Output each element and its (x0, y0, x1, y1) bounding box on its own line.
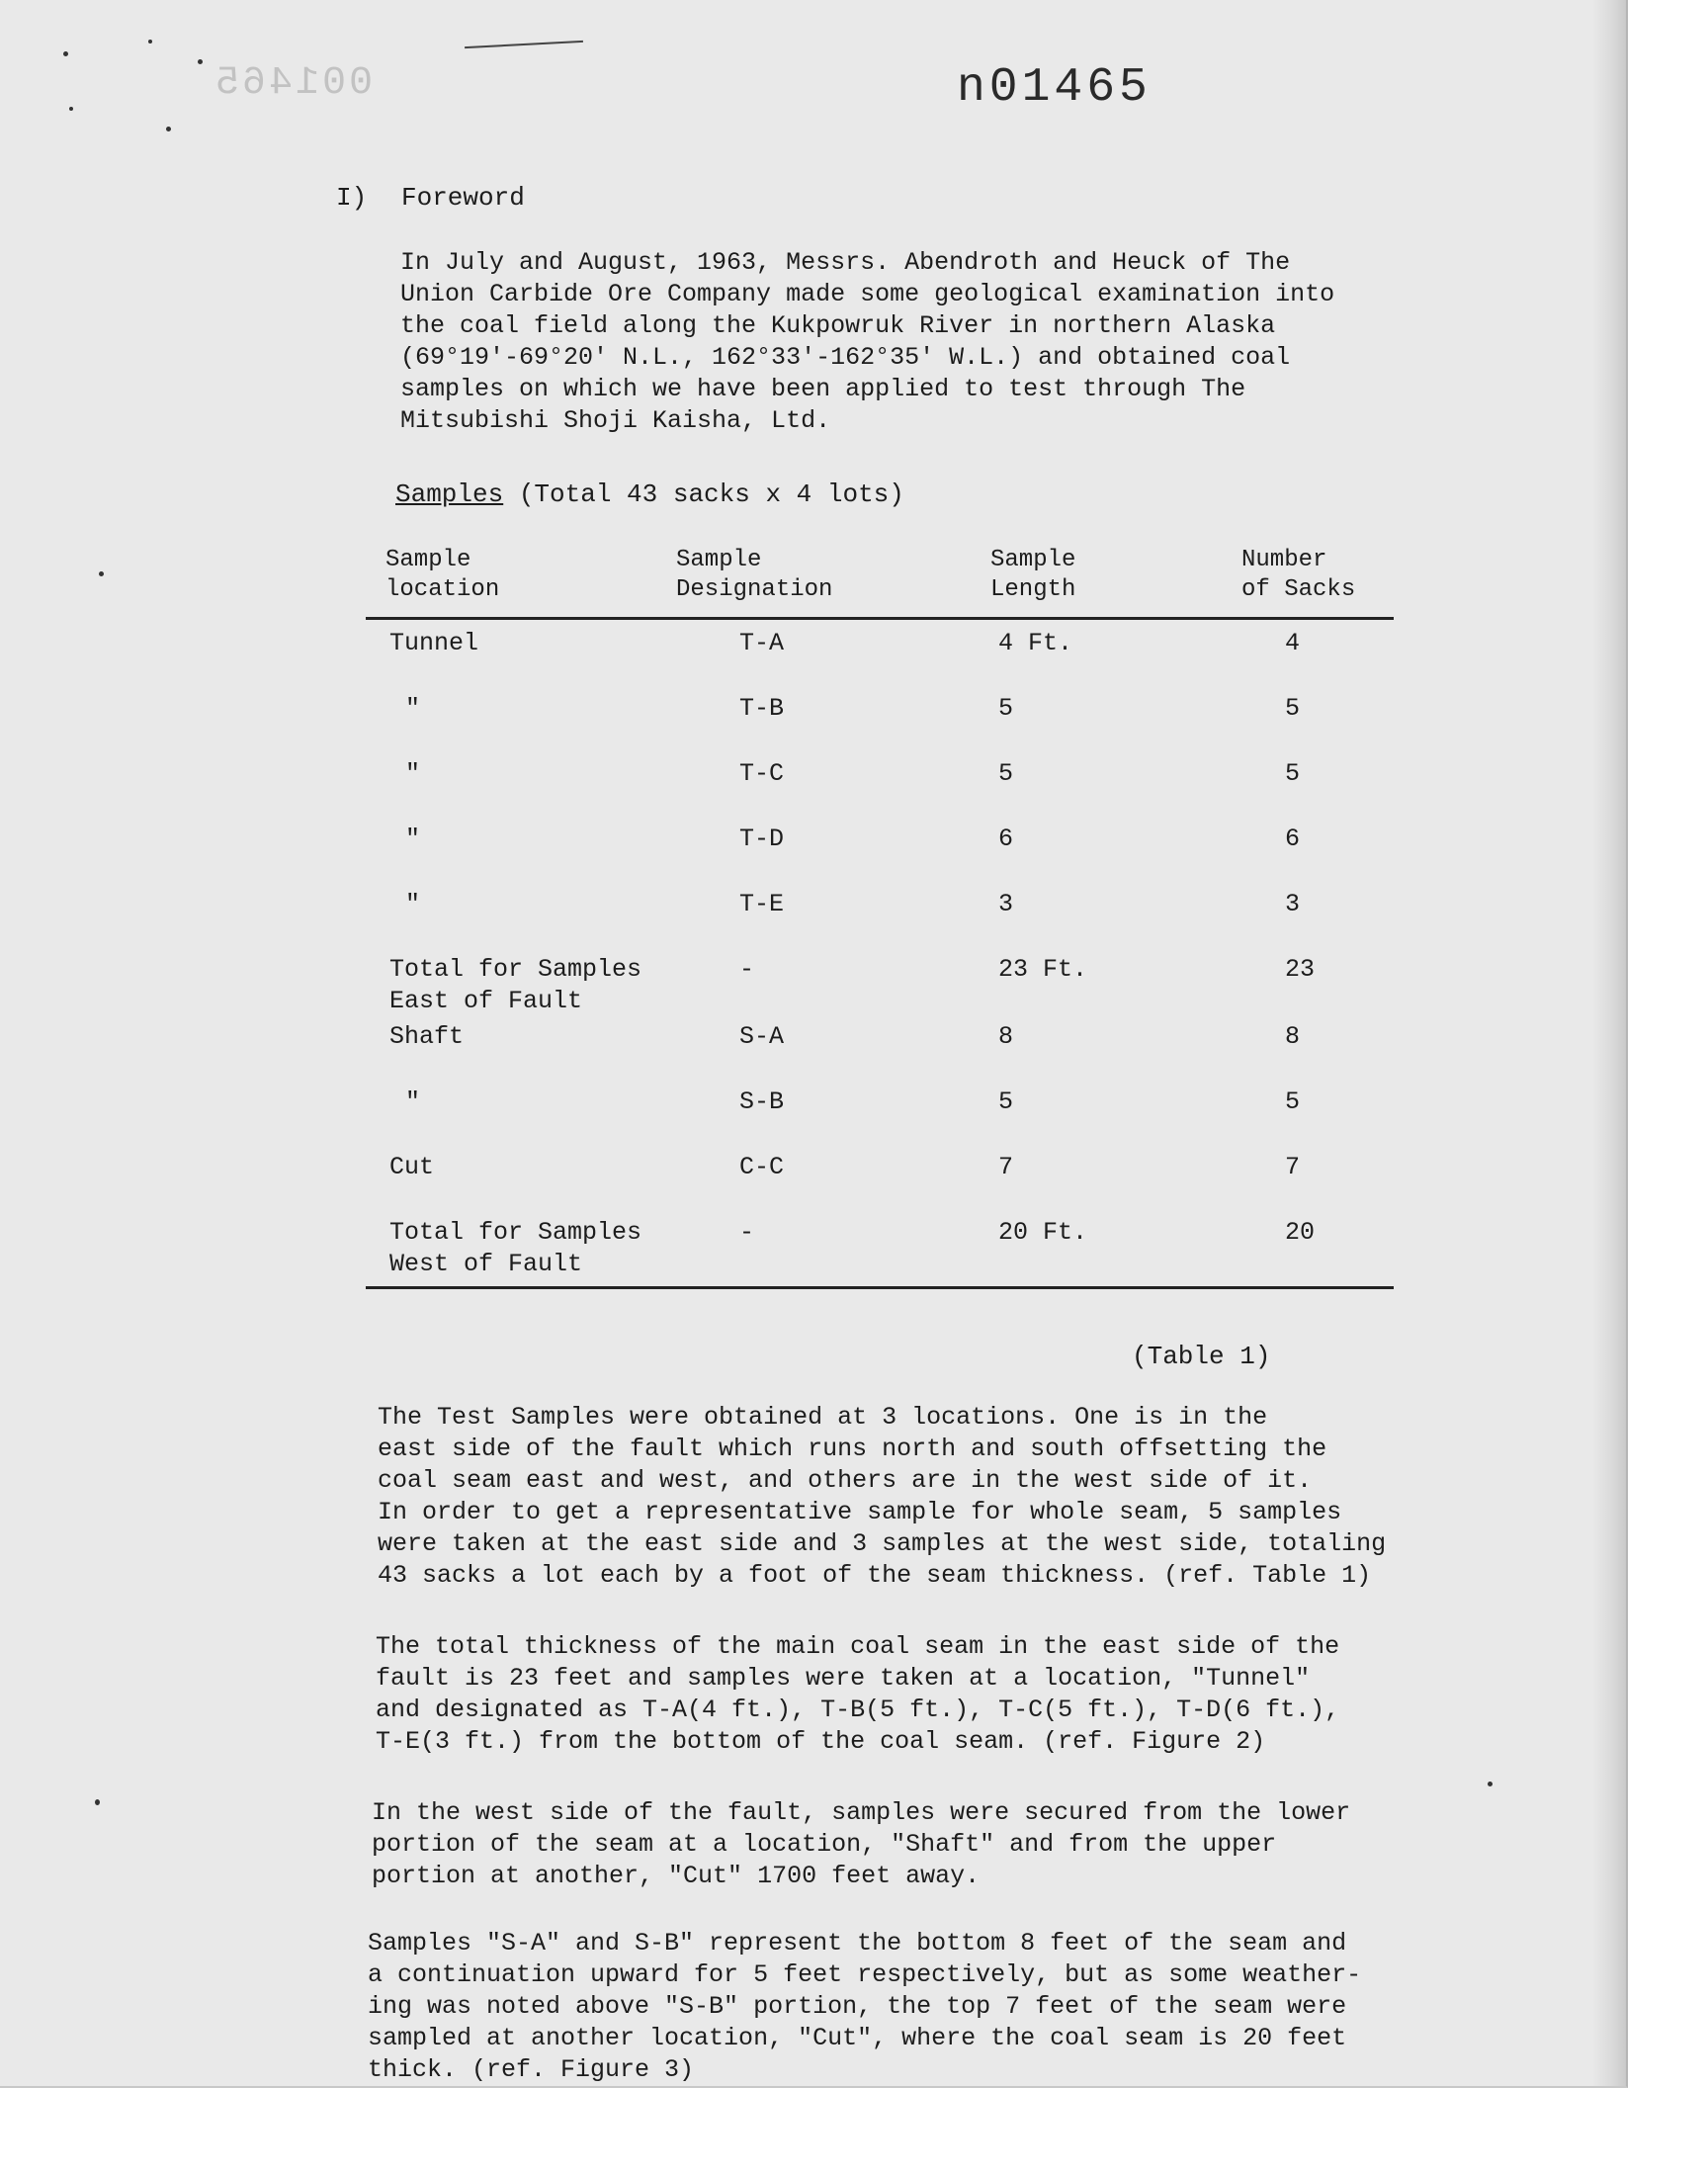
cell-location: " (405, 890, 421, 918)
samples-heading (395, 479, 904, 509)
cell-length: 5 (998, 1088, 1014, 1116)
section-number: I) (336, 183, 368, 213)
table-row (366, 816, 1394, 881)
cell-location: " (405, 825, 421, 853)
cell-location: Shaft (389, 1022, 465, 1051)
top-pen-mark (465, 41, 583, 48)
table-row (366, 1144, 1394, 1209)
scan-speck (148, 40, 152, 44)
cell-sacks: 4 (1285, 629, 1301, 657)
cell-sacks: 5 (1285, 759, 1301, 788)
document-number: n01465 (957, 61, 1152, 115)
scan-speck (166, 127, 171, 131)
table-caption: (Table 1) (1132, 1342, 1271, 1371)
cell-location: Total for Samples West of Fault (389, 1218, 642, 1278)
cell-length: 3 (998, 890, 1014, 918)
cell-length: 20 Ft. (998, 1218, 1088, 1247)
cell-designation: T-D (739, 825, 785, 853)
cell-sacks: 23 (1285, 955, 1316, 984)
cell-designation: T-C (739, 759, 785, 788)
cell-designation: S-B (739, 1088, 785, 1116)
cell-length: 5 (998, 694, 1014, 723)
cell-sacks: 3 (1285, 890, 1301, 918)
header-number-of-sacks: Number of Sacks (1241, 547, 1356, 603)
cell-location: Tunnel (389, 629, 479, 657)
body-paragraph: The total thickness of the main coal seam in the east side of the fault is 23 feet and samples were taken at a location, "Tunnel" and designated as T-A(4 ft.), T-B(5 ft.), T-C(5 ft.), T-D(6 ft.), T-E(3 ft.) from the bottom of the coal seam. (ref. Figure 2) (376, 1632, 1340, 1756)
body-paragraph: The Test Samples were obtained at 3 locations. One is in the east side of the fault which runs north and south offsetting the coal seam east and west, and others are in the west side of it. In order to get a representative sample for whole seam, 5 samples were taken at the east side and 3 samples at the west side, totaling 43 sacks a lot each by a foot of the seam thickness. (ref. Table 1) (378, 1403, 1387, 1590)
table-row (366, 1209, 1394, 1276)
cell-length: 4 Ft. (998, 629, 1073, 657)
body-paragraph: Samples "S-A" and S-B" represent the bottom 8 feet of the seam and a continuation upward for 5 feet respectively, but as some weather- ing was noted above "S-B" portion, the top 7 feet of the seam were sampled at another location, "Cut", where the coal seam is 20 feet thick. (ref. Figure 3) (368, 1929, 1362, 2084)
intro-paragraph: In July and August, 1963, Messrs. Abendroth and Heuck of The Union Carbide Ore Company made some geological examination into the coal field along the Kukpowruk River in northern Alaska (69°19'-69°20' N.L., 162°33'-162°35' W.L.) and obtained coal samples on which we have been applied to test through The Mitsubishi Shoji Kaisha, Ltd. (400, 248, 1335, 435)
cell-designation: T-E (739, 890, 785, 918)
header-sample-designation: Sample Designation (676, 547, 833, 603)
cell-location: " (405, 759, 421, 788)
cell-sacks: 5 (1285, 1088, 1301, 1116)
cell-location: " (405, 694, 421, 723)
section-title: Foreword (401, 183, 525, 213)
cell-sacks: 8 (1285, 1022, 1301, 1051)
bleed-through-number: 001465 (213, 61, 374, 106)
cell-designation: - (739, 1218, 755, 1247)
cell-location: Cut (389, 1153, 435, 1181)
cell-designation: T-B (739, 694, 785, 723)
cell-location: " (405, 1088, 421, 1116)
cell-designation: S-A (739, 1022, 785, 1051)
cell-designation: - (739, 955, 755, 984)
cell-location: Total for Samples East of Fault (389, 955, 642, 1015)
cell-sacks: 6 (1285, 825, 1301, 853)
table-row (366, 750, 1394, 816)
scan-speck (1488, 1782, 1493, 1786)
cell-designation: C-C (739, 1153, 785, 1181)
body-paragraph: In the west side of the fault, samples were secured from the lower portion of the seam at a location, "Shaft" and from the upper portion at another, "Cut" 1700 feet away. (372, 1798, 1351, 1890)
header-sample-location: Sample location (385, 547, 500, 603)
samples-detail: (Total 43 sacks x 4 lots) (518, 479, 904, 509)
cell-length: 7 (998, 1153, 1014, 1181)
scan-speck (99, 571, 104, 576)
cell-length: 5 (998, 759, 1014, 788)
header-sample-length: Sample Length (990, 547, 1076, 603)
samples-table (366, 542, 1394, 1289)
table-row (366, 881, 1394, 946)
cell-sacks: 5 (1285, 694, 1301, 723)
scan-speck (69, 107, 73, 111)
scan-speck (198, 59, 203, 64)
table-row (366, 685, 1394, 750)
table-row (366, 620, 1394, 685)
cell-sacks: 7 (1285, 1153, 1301, 1181)
table-row (366, 1013, 1394, 1079)
cell-length: 6 (998, 825, 1014, 853)
scan-speck (63, 51, 68, 56)
cell-designation: T-A (739, 629, 785, 657)
cell-length: 23 Ft. (998, 955, 1088, 984)
table-body (366, 620, 1394, 1276)
table-row (366, 946, 1394, 1013)
cell-length: 8 (998, 1022, 1014, 1051)
scan-speck (95, 1799, 100, 1805)
samples-label: Samples (395, 479, 504, 509)
table-row (366, 1079, 1394, 1144)
scan-edge-shadow (1592, 0, 1626, 2086)
table-header (366, 542, 1394, 620)
cell-sacks: 20 (1285, 1218, 1316, 1247)
